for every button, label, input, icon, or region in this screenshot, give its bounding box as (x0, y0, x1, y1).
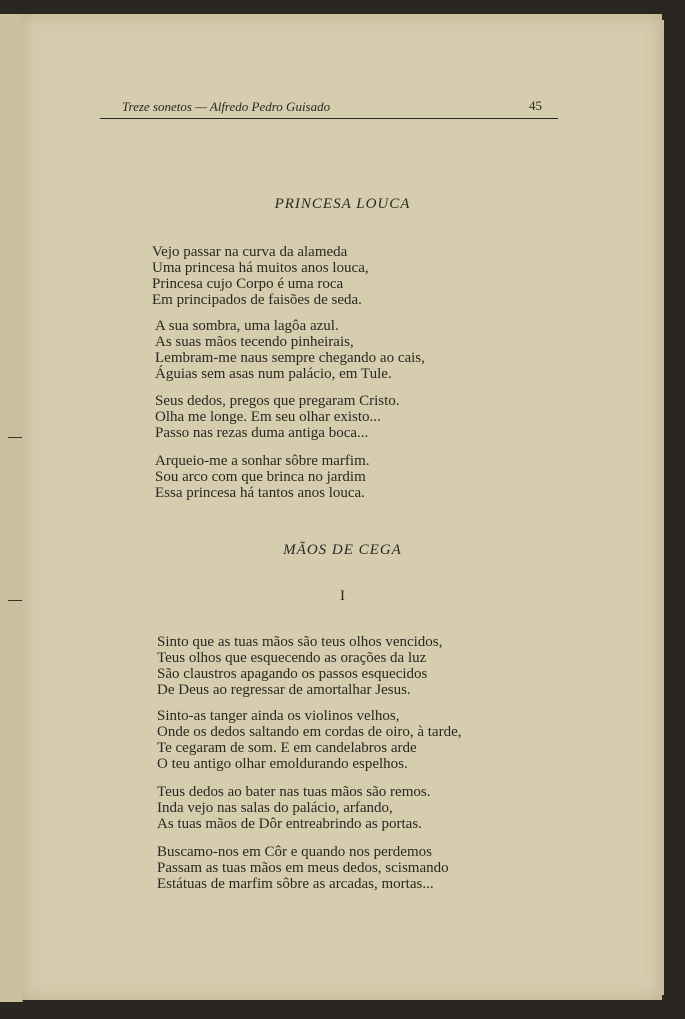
verse-line: Sou arco com que brinca no jardim (155, 469, 366, 485)
verse-line: Seus dedos, pregos que pregaram Cristo. (155, 393, 400, 409)
verse-line: Lembram-me naus sempre chegando ao cais, (155, 350, 425, 366)
verse-line: Teus olhos que esquecendo as orações da luz (157, 650, 427, 666)
poem2-stanza-2 (157, 708, 462, 772)
verse-line: Essa princesa há tantos anos louca. (155, 485, 365, 501)
poem-title-princesa-louca: PRINCESA LOUCA (274, 196, 411, 212)
verse-line: Sinto-as tanger ainda os violinos velhos, (157, 708, 400, 724)
poem2-stanza-1 (157, 634, 442, 698)
page-number: 45 (529, 98, 542, 113)
facing-page-edge (0, 14, 23, 1002)
verse-line: Estátuas de marfim sôbre as arcadas, mortas... (157, 876, 434, 892)
verse-line: Olha me longe. Em seu olhar existo... (155, 409, 381, 425)
poem1-stanza-3 (155, 393, 400, 441)
verse-line: Em principados de faisões de seda. (152, 292, 362, 308)
verse-line: Águias sem asas num palácio, em Tule. (155, 366, 392, 382)
poem2-stanza-4 (157, 844, 449, 892)
verse-line: A sua sombra, uma lagôa azul. (155, 318, 339, 334)
running-title: Treze sonetos — Alfredo Pedro Guisado (122, 99, 331, 114)
verse-line: As tuas mãos de Dôr entreabrindo as portas. (157, 816, 422, 832)
verse-line: Uma princesa há muitos anos louca, (152, 260, 369, 276)
running-head (100, 88, 558, 119)
verse-line: Onde os dedos saltando em cordas de oiro, à tarde, (157, 724, 462, 740)
verse-line: Passam as tuas mãos em meus dedos, scismando (157, 860, 449, 876)
verse-line: Teus dedos ao bater nas tuas mãos são remos. (157, 784, 431, 800)
verse-line: Arqueio-me a sonhar sôbre marfim. (155, 453, 370, 469)
poem2-stanza-3 (157, 784, 430, 832)
verse-line: De Deus ao regressar de amortalhar Jesus. (157, 682, 411, 698)
verse-line: As suas mãos tecendo pinheirais, (155, 334, 354, 350)
section-numeral: I (340, 588, 345, 604)
verse-line: Princesa cujo Corpo é uma roca (152, 276, 344, 292)
verse-line: São claustros apagando os passos esquecidos (157, 666, 428, 682)
verse-line: Passo nas rezas duma antiga boca... (155, 425, 369, 441)
poem1-stanza-2 (155, 318, 425, 382)
poem-title-maos-de-cega: MÃOS DE CEGA (283, 542, 402, 558)
verse-line: Sinto que as tuas mãos são teus olhos vencidos, (157, 634, 443, 650)
verse-line: Vejo passar na curva da alameda (152, 244, 348, 260)
verse-line: Inda vejo nas salas do palácio, arfando, (157, 800, 393, 816)
verse-line: O teu antigo olhar emoldurando espelhos. (157, 756, 408, 772)
poem1-stanza-4 (155, 453, 370, 501)
page-edge (660, 20, 664, 995)
verse-line: Buscamo-nos em Côr e quando nos perdemos (157, 844, 432, 860)
verse-line: Te cegaram de som. E em candelabros arde (157, 740, 417, 756)
poem1-stanza-1 (152, 244, 369, 308)
